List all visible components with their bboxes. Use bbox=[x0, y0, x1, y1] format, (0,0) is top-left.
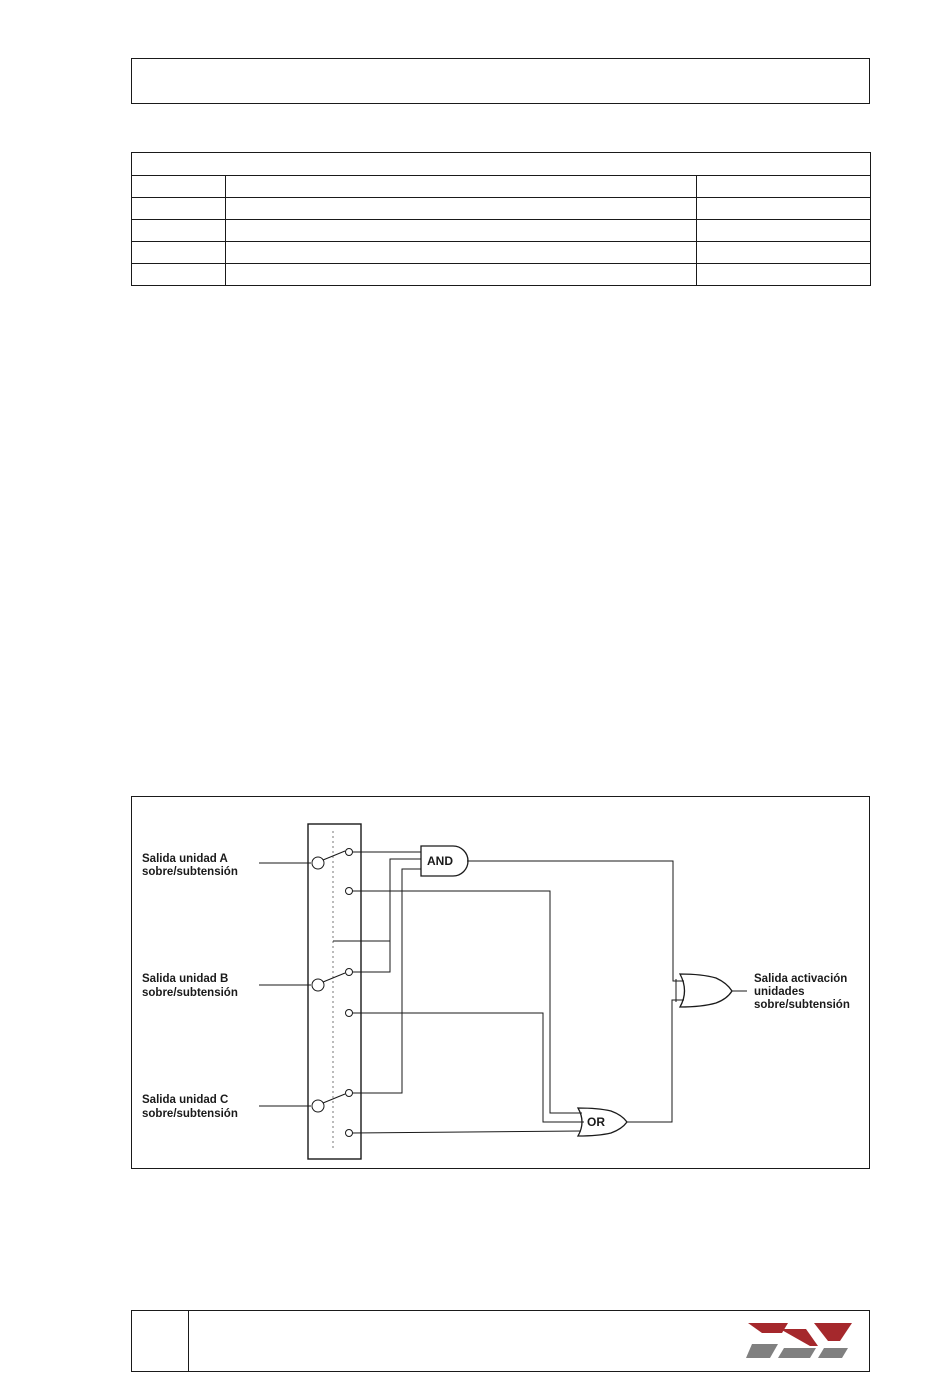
wire-c2-to-or bbox=[352, 1131, 581, 1133]
input-a-label-1: Salida unidad A bbox=[142, 853, 228, 865]
table-cell bbox=[697, 198, 871, 220]
table-cell bbox=[697, 176, 871, 198]
output-label-1: Salida activación bbox=[754, 973, 848, 985]
wire-or-out bbox=[627, 1000, 684, 1122]
table-row bbox=[132, 176, 871, 198]
table-row bbox=[132, 220, 871, 242]
switch-c-contact-2 bbox=[346, 1130, 353, 1137]
table-cell bbox=[697, 242, 871, 264]
table-cell bbox=[226, 264, 697, 286]
input-c-label-2: sobre/subtensión bbox=[142, 1108, 238, 1120]
wire-and-out bbox=[467, 861, 684, 981]
table-cell bbox=[226, 176, 697, 198]
or-gate-label: OR bbox=[587, 1115, 605, 1129]
wire-a2-to-or bbox=[352, 891, 582, 1113]
output-or-gate bbox=[680, 974, 732, 1007]
wire-b2-to-or bbox=[352, 1013, 584, 1122]
switch-b-contact-2 bbox=[346, 1010, 353, 1017]
wire-c1-to-and bbox=[352, 869, 421, 1093]
and-gate-label: AND bbox=[427, 854, 453, 868]
switch-c-blade bbox=[323, 1094, 345, 1103]
table-cell bbox=[132, 220, 226, 242]
output-label-3: sobre/subtensión bbox=[754, 999, 850, 1011]
table-cell bbox=[132, 176, 226, 198]
company-logo bbox=[744, 1320, 858, 1362]
table-title bbox=[132, 153, 871, 176]
table-cell bbox=[132, 242, 226, 264]
input-b-label-2: sobre/subtensión bbox=[142, 987, 238, 999]
logic-diagram bbox=[131, 796, 870, 1169]
switch-a-pivot bbox=[312, 857, 324, 869]
footer-divider bbox=[188, 1311, 189, 1371]
table-cell bbox=[132, 264, 226, 286]
switch-c-pivot bbox=[312, 1100, 324, 1112]
switch-b-contact-1 bbox=[346, 969, 353, 976]
input-a-label-2: sobre/subtensión bbox=[142, 866, 238, 878]
footer-box bbox=[131, 1310, 870, 1372]
table-cell bbox=[697, 264, 871, 286]
header-box bbox=[131, 58, 870, 104]
output-label-2: unidades bbox=[754, 986, 805, 998]
switch-a-blade bbox=[323, 851, 345, 860]
wire-b1-to-and bbox=[352, 859, 421, 972]
switch-c-contact-1 bbox=[346, 1090, 353, 1097]
table-row bbox=[132, 242, 871, 264]
logic-diagram-svg bbox=[132, 797, 869, 1168]
input-b-label-1: Salida unidad B bbox=[142, 973, 229, 985]
table-cell bbox=[132, 198, 226, 220]
table-cell bbox=[697, 220, 871, 242]
switch-b-blade bbox=[323, 973, 345, 982]
switch-a-contact-1 bbox=[346, 849, 353, 856]
switch-b-pivot bbox=[312, 979, 324, 991]
table-cell bbox=[226, 242, 697, 264]
table-row bbox=[132, 264, 871, 286]
input-c-label-1: Salida unidad C bbox=[142, 1094, 229, 1106]
table-row bbox=[132, 198, 871, 220]
settings-table bbox=[131, 152, 871, 286]
table-cell bbox=[226, 198, 697, 220]
switch-a-contact-2 bbox=[346, 888, 353, 895]
table-cell bbox=[226, 220, 697, 242]
